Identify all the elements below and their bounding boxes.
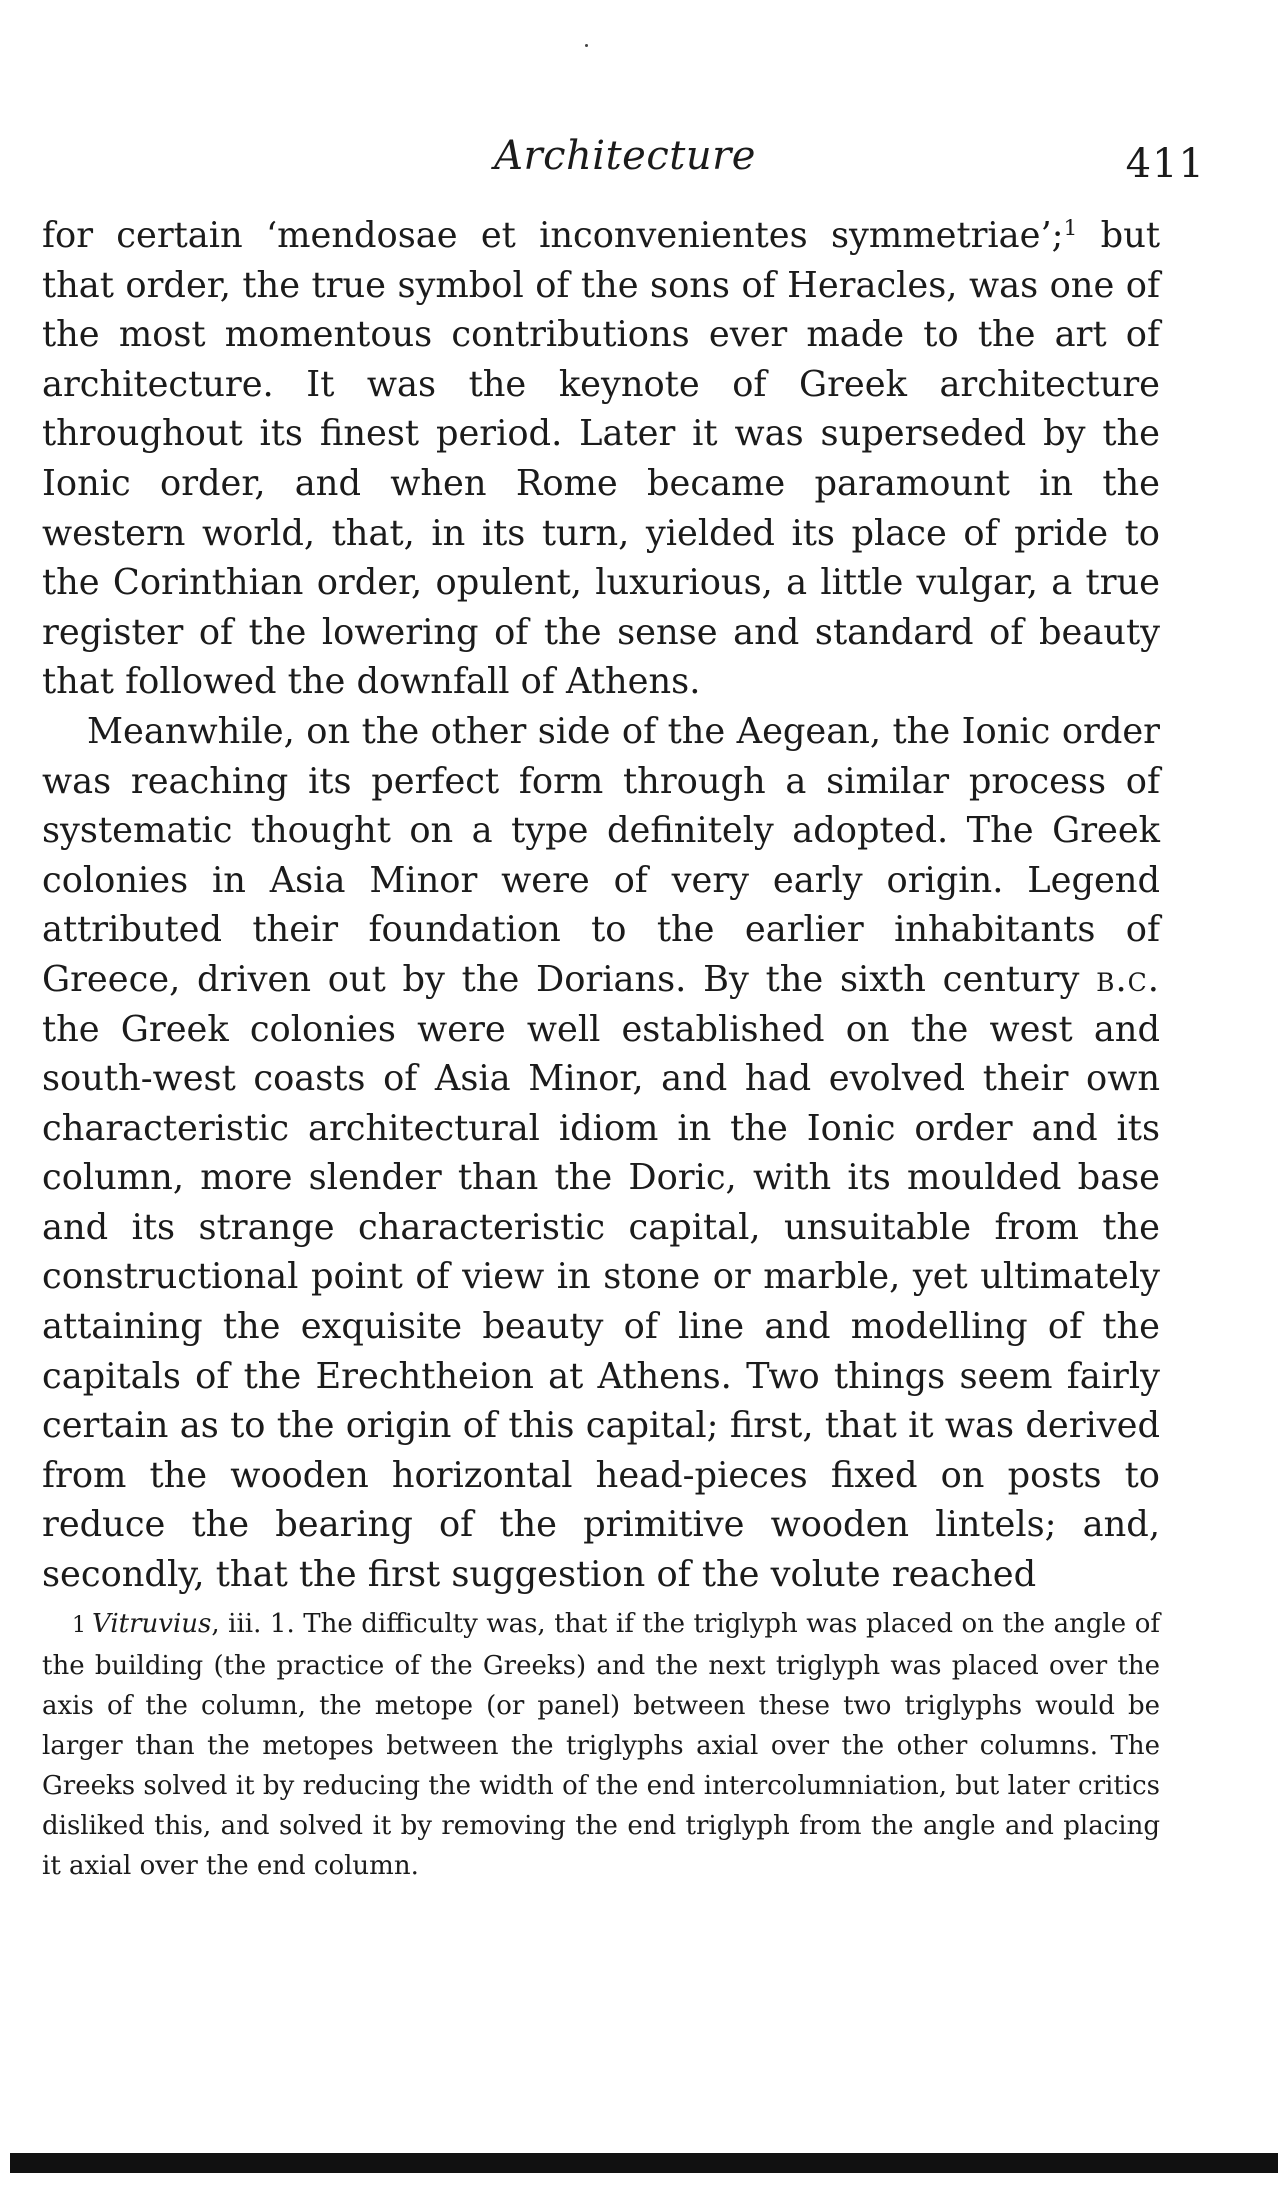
scan-speck (585, 44, 588, 47)
paragraph-1-text-start: for certain ‘mendosae et inconvenientes symmetriae’; (42, 215, 1064, 256)
running-title: Architecture (494, 133, 756, 179)
paragraph-2-text-rest: the Greek colonies were well established on the west and south-west coasts of Asia Minor, and had evolved their own characteristic architectural idiom in the Ionic order and its column, more slender than the Doric, with its moulded base and its strange characteristic capital, unsuitable from the constructional point of view in stone or marble, yet ultimately attaining the exquisite beauty of line and modelling of the capitals of the Erechtheion at Athens. Two things seem fairly certain as to the origin of this capital; first, that it was derived from the wooden horizontal head-pieces fixed on posts to reduce the bearing of the primitive wooden lintels; and, secondly, that the first suggestion of the volute reached (42, 1008, 1160, 1596)
footnote (42, 1604, 1160, 1886)
footnote-reference: 1 (1063, 216, 1078, 241)
footnote-marker: 1 (72, 1613, 86, 1638)
scan-edge-bar (10, 2153, 1278, 2173)
page-number: 411 (1125, 141, 1205, 187)
paragraph-2-text-start: Meanwhile, on the other side of the Aegean, the Ionic order was reaching its perfect form through a similar process of systematic thought on a type definitely adopted. The Greek colonies in Asia Minor were of very early origin. Legend attributed their foundation to the earlier inhabitants of Greece, driven out by the Dorians. By the sixth century (42, 710, 1160, 1000)
footnote-citation: , iii. 1. (211, 1609, 295, 1639)
footnote-source: Vitruvius (92, 1609, 212, 1639)
body-text (42, 211, 1160, 1600)
paragraph-1 (42, 211, 1160, 707)
paragraph-1-text-rest: but that order, the true symbol of the sons of Heracles, was one of the most momentous contributions ever made to the art of architecture. It was the keynote of Greek architecture throughout its finest period. Later it was superseded by the Ionic order, and when Rome became paramount in the western world, that, in its turn, yielded its place of pride to the Corinthian order, opulent, luxurious, a little vulgar, a true register of the lowering of the sense and standard of beauty that followed the downfall of Athens. (42, 215, 1161, 703)
era-abbreviation: b.c. (1096, 958, 1160, 1000)
paragraph-2 (42, 707, 1160, 1600)
footnote-text: The difficulty was, that if the triglyph was placed on the angle of the building (the practice of the Greeks) and the next triglyph was placed over the axis of the column, the metope (or panel) between these two triglyphs would be larger than the metopes between the triglyphs axial over the other columns. The Greeks solved it by reducing the width of the end intercolumniation, but later critics disliked this, and solved it by removing the end triglyph from the angle and placing it axial over the end column. (42, 1609, 1161, 1881)
running-head (40, 126, 1210, 186)
